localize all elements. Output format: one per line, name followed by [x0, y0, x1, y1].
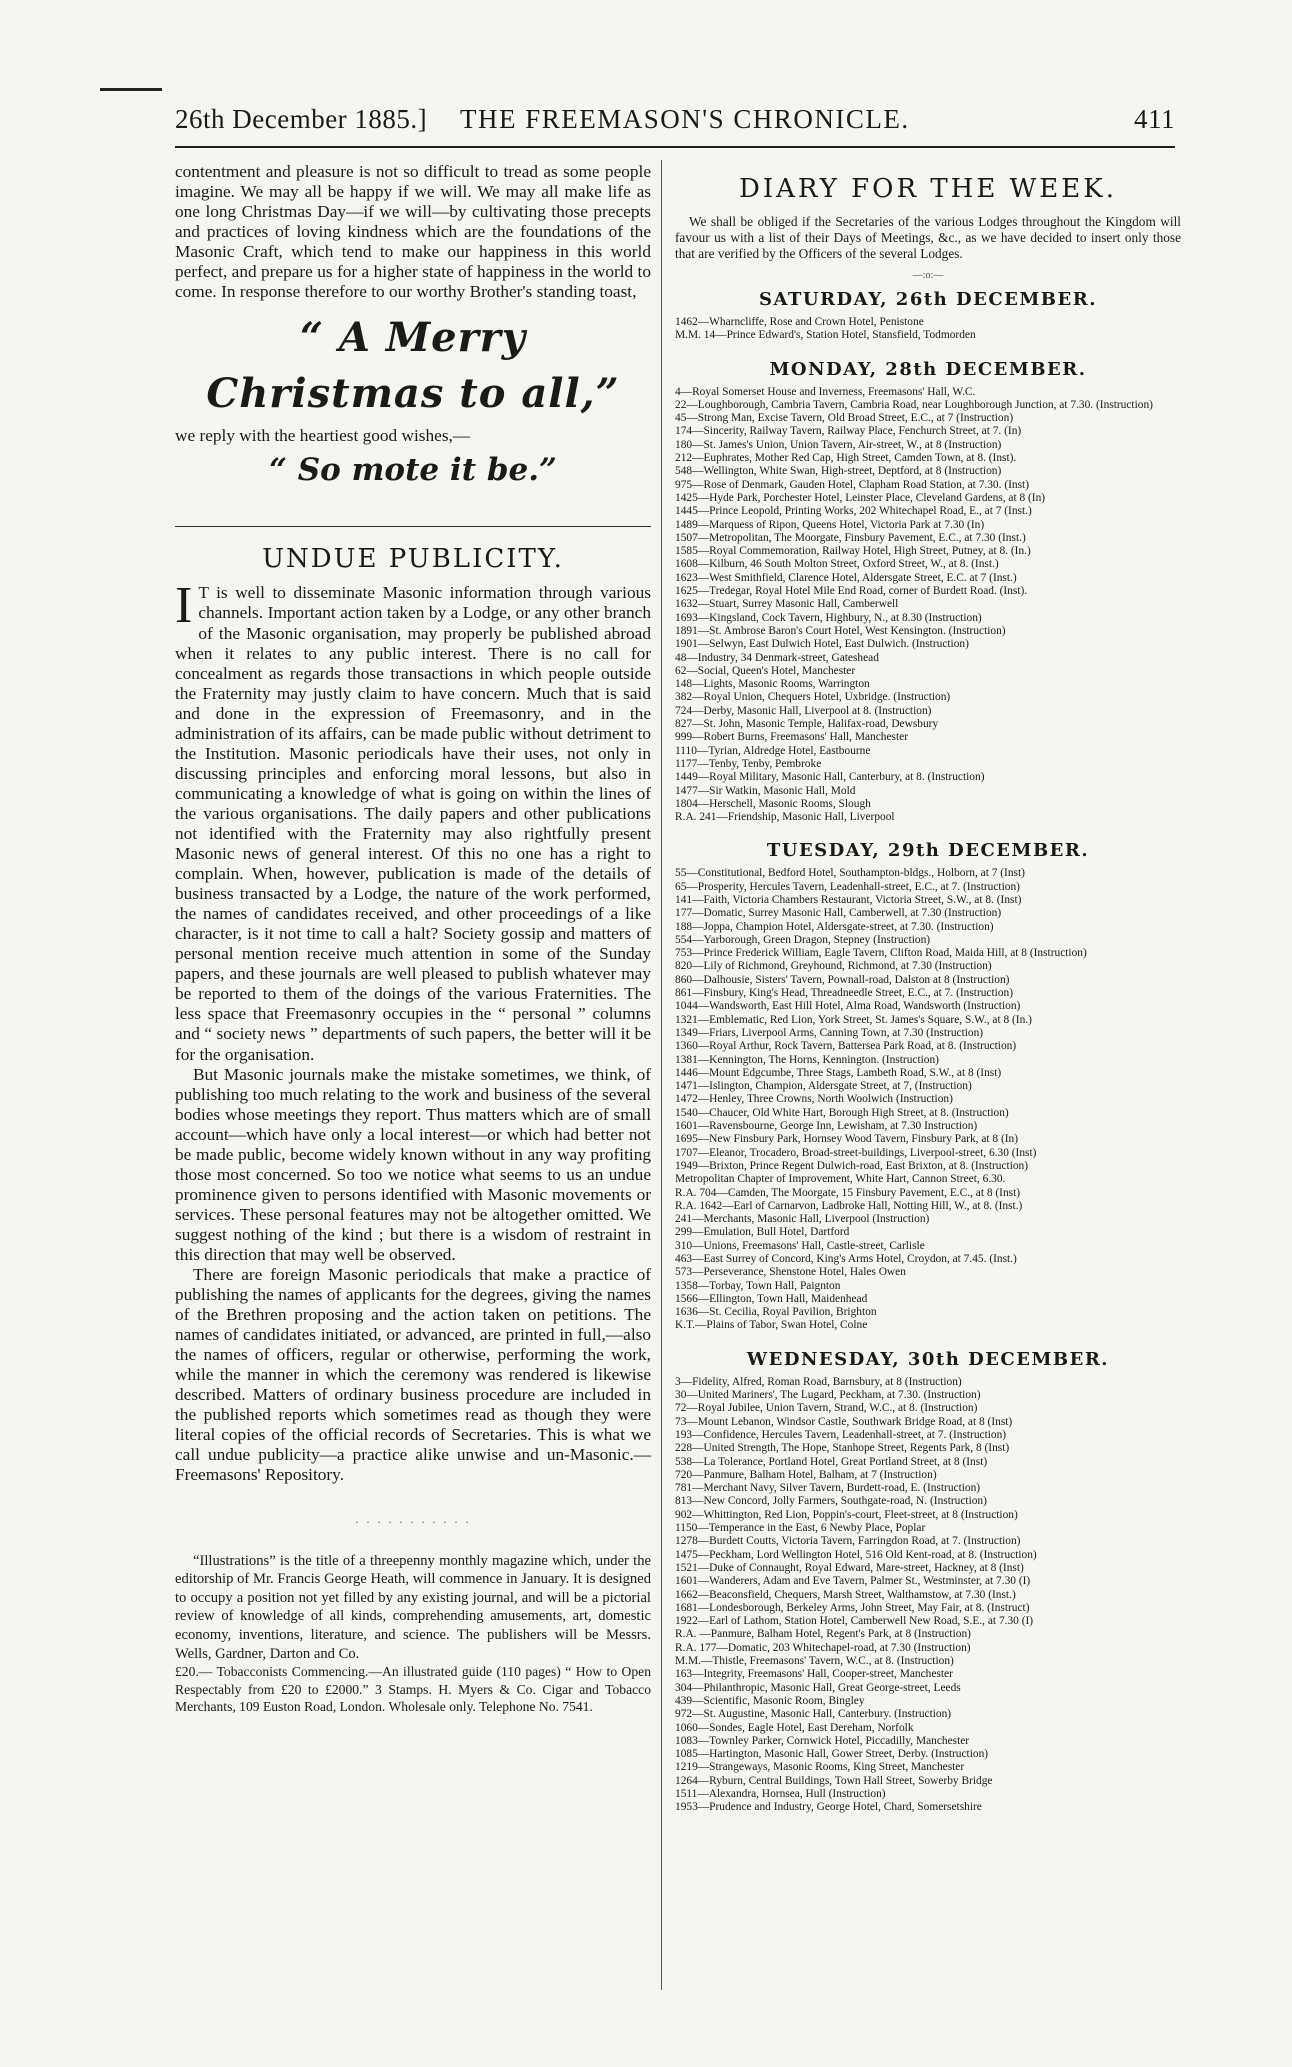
article-title: UNDUE PUBLICITY.	[262, 544, 564, 575]
header-rule	[175, 146, 1175, 148]
lodge-entry: R.A. 704—Camden, The Moorgate, 15 Finsbury Pavement, E.C., at 8 (Inst)	[675, 1186, 1021, 1199]
header-date: 26th December 1885.]	[175, 104, 428, 134]
day-gap	[675, 824, 1181, 832]
lodge-entry: 45—Strong Man, Excise Tavern, Old Broad Street, E.C., at 7 (Instruction)	[675, 412, 1014, 425]
lodge-entry: 304—Philanthropic, Masonic Hall, Great George-street, Leeds	[675, 1681, 961, 1694]
lodge-entry: 1707—Eleanor, Trocadero, Broad-street-buildings, Liverpool-street, 6.30 (Inst)	[675, 1146, 1037, 1159]
tobacconist-advert: £20.— Tobacconists Commencing.—An illustrated guide (110 pages) “ How to Open Respectably from £20 to £2000.” 3 Stamps. H. Myers & Co. Cigar and Tobacco Merchants, 109 Euston Road, London. Wholesale only. Telephone No. 7541.	[175, 1664, 651, 1714]
lodge-entry: 1425—Hyde Park, Porchester Hotel, Leinster Place, Cleveland Gardens, at 8 (In)	[675, 491, 1046, 504]
lodge-entry: 573—Perseverance, Shenstone Hotel, Hales Owen	[675, 1266, 906, 1279]
lodge-entry: 1681—Londesborough, Berkeley Arms, John Street, May Fair, at 8. (Instruct)	[675, 1601, 1030, 1614]
lodge-entry: 1489—Marquess of Ripon, Queens Hotel, Victoria Park at 7.30 (In)	[675, 518, 985, 531]
illustrations-notice: “Illustrations” is the title of a threepenny monthly magazine which, under the editorship of Mr. Francis George Heath, will commence in January. It is designed to occupy a position not yet filled by any existing journal, and will be a pictorial review of knowledge of all kinds, comprehending amusements, art, domestic economy, inventions, literature, and science. The publishers will be Messrs. Wells, Gardner, Darton and Co.	[175, 1552, 651, 1662]
lodge-entry: 1349—Friars, Liverpool Arms, Canning Town, at 7.30 (Instruction)	[675, 1026, 984, 1039]
lodge-entry: 1150—Temperance in the East, 6 Newby Place, Poplar	[675, 1522, 926, 1535]
lodge-entry: 1585—Royal Commemoration, Railway Hotel, High Street, Putney, at 8. (In.)	[675, 545, 1031, 558]
diary-day	[675, 840, 1181, 1340]
lodge-entry: Metropolitan Chapter of Improvement, White Hart, Cannon Street, 6.30.	[675, 1173, 1006, 1186]
lodge-entry: 65—Prosperity, Hercules Tavern, Leadenhall-street, E.C., at 7. (Instruction)	[675, 880, 1020, 893]
day-heading: TUESDAY, 29th DECEMBER.	[766, 840, 1090, 862]
lodge-entry: 1472—Henley, Three Crowns, North Woolwich (Instruction)	[675, 1093, 953, 1106]
lodge-entry: 1360—Royal Arthur, Rock Tavern, Battersea Park Road, at 8. (Instruction)	[675, 1040, 1017, 1053]
diary-title: DIARY FOR THE WEEK.	[739, 174, 1117, 204]
lodge-entry: R.A. 177—Domatic, 203 Whitechapel-road, at 7.30 (Instruction)	[675, 1641, 971, 1654]
lodge-entry: 1083—Townley Parker, Cornwick Hotel, Piccadilly, Manchester	[675, 1734, 970, 1747]
lodge-entry: 382—Royal Union, Chequers Hotel, Uxbridge. (Instruction)	[675, 691, 951, 704]
column-divider	[661, 160, 662, 1990]
lodge-entry: 724—Derby, Masonic Hall, Liverpool at 8. (Instruction)	[675, 704, 932, 717]
lodge-entry: 3—Fidelity, Alfred, Roman Road, Barnsbury, at 8 (Instruction)	[675, 1375, 962, 1388]
lodge-entry: 902—Whittington, Red Lion, Poppin's-court, Fleet-street, at 8 (Instruction)	[675, 1508, 1018, 1521]
lodge-entry: 1449—Royal Military, Masonic Hall, Canterbury, at 8. (Instruction)	[675, 771, 985, 784]
so-mote-it-be: “ So mote it be.”	[269, 452, 557, 489]
lodge-list	[675, 867, 1181, 1332]
lodge-entry: 1511—Alexandra, Hornsea, Hull (Instruction)	[675, 1787, 886, 1800]
right-column	[675, 168, 1181, 1823]
diary-day	[675, 289, 1181, 351]
lodge-entry: 1321—Emblematic, Red Lion, York Street, St. James's Square, S.W., at 8 (In.)	[675, 1013, 1032, 1026]
lodge-list	[675, 386, 1181, 825]
lodge-entry: 1471—Islington, Champion, Aldersgate Street, at 7, (Instruction)	[675, 1080, 972, 1093]
lodge-entry: 177—Domatic, Surrey Masonic Hall, Camberwell, at 7.30 (Instruction)	[675, 907, 1002, 920]
lodge-entry: 1177—Tenby, Tenby, Pembroke	[675, 757, 822, 770]
lodge-entry: 1278—Burdett Coutts, Victoria Tavern, Farringdon Road, at 7. (Instruction)	[675, 1535, 1021, 1548]
lodge-entry: 1601—Wanderers, Adam and Eve Tavern, Palmer St., Westminster, at 7.30 (I)	[675, 1575, 1031, 1588]
lodge-entry: 1110—Tyrian, Aldredge Hotel, Eastbourne	[675, 744, 871, 757]
diary-intro: We shall be obliged if the Secretaries of the various Lodges throughout the Kingdom will favour us with a list of their Days of Meetings, &c., as we have decided to insert only those that are verified by the Officers of the several Lodges.	[675, 214, 1181, 261]
lodge-entry: 1085—Hartington, Masonic Hall, Gower Street, Derby. (Instruction)	[675, 1748, 989, 1761]
diary-days	[675, 289, 1181, 1823]
lodge-entry: 1662—Beaconsfield, Chequers, Marsh Street, Walthamstow, at 7.30 (Inst.)	[675, 1588, 1016, 1601]
lodge-entry: 55—Constitutional, Bedford Hotel, Southampton-bldgs., Holborn, at 7 (Inst)	[675, 867, 1025, 880]
lodge-entry: 1507—Metropolitan, The Moorgate, Finsbury Pavement, E.C., at 7.30 (Inst.)	[675, 531, 1026, 544]
lodge-entry: 1804—Herschell, Masonic Rooms, Slough	[675, 797, 871, 810]
lodge-entry: R.A. 241—Friendship, Masonic Hall, Liverpool	[675, 811, 895, 824]
lodge-entry: 972—St. Augustine, Masonic Hall, Canterbury. (Instruction)	[675, 1708, 952, 1721]
lodge-entry: 1381—Kennington, The Horns, Kennington. (Instruction)	[675, 1053, 939, 1066]
lodge-entry: 1358—Torbay, Town Hall, Paignton	[675, 1279, 841, 1292]
lodge-entry: 975—Rose of Denmark, Gauden Hotel, Clapham Road Station, at 7.30. (Inst)	[675, 478, 1029, 491]
lodge-entry: K.T.—Plains of Tabor, Swan Hotel, Colne	[675, 1319, 868, 1332]
reply-line: we reply with the heartiest good wishes,—	[175, 426, 471, 446]
lodge-entry: 1949—Brixton, Prince Regent Dulwich-road, East Brixton, at 8. (Instruction)	[675, 1159, 1029, 1172]
lodge-entry: 1625—Tredegar, Royal Hotel Mile End Road, corner of Burdett Road. (Inst).	[675, 585, 1028, 598]
lodge-entry: 1608—Kilburn, 46 South Molton Street, Oxford Street, W., at 8. (Inst.)	[675, 558, 999, 571]
article-paragraph-1-text: T is well to disseminate Masonic information through various channels. Important action taken by a Lodge, or any other branch of the Masonic organisation, may properly be published abroad when it relates to any public interest. There is no call for concealment as regards those transactions in which people outside the Fraternity may justly claim to have concern. Much that is said and done in the expression of Freemasonry, and in the administration of its affairs, can be made public without detriment to the Institution. Masonic periodicals have their uses, not only in discussing principles and enforcing moral lessons, but also in communicating a knowledge of what is going on within the lines of the various organisations. The daily papers and other publications not identified with the Fraternity may also rightfully present Masonic news of general interest. Of this no one has a right to complain. When, however, publication is made of the details of business transacted by a Lodge, the nature of the work performed, the names of candidates received, and other proceedings of a like character, is it not time to call a halt? Society gossip and matters of personal mention receive much attention in some of the Sunday papers, and these journals are well pleased to publish whatever may be reported to them of the doings of the various Fraternities. The less space that Freemasonry occupies in the “ personal ” columns and “ society news ” departments of such papers, the better will it be for the organisation.	[175, 583, 651, 1064]
lodge-entry: 861—Finsbury, King's Head, Threadneedle Street, E.C., at 7. (Instruction)	[675, 987, 1014, 1000]
lodge-entry: 241—Merchants, Masonic Hall, Liverpool (Instruction)	[675, 1213, 930, 1226]
lodge-entry: 1446—Mount Edgcumbe, Three Stags, Lambeth Road, S.W., at 8 (Inst)	[675, 1066, 1002, 1079]
lodge-entry: 72—Royal Jubilee, Union Tavern, Strand, W.C., at 8. (Instruction)	[675, 1402, 978, 1415]
lodge-entry: 554—Yarborough, Green Dragon, Stepney (Instruction)	[675, 933, 931, 946]
lodge-entry: 538—La Tolerance, Portland Hotel, Great Portland Street, at 8 (Inst)	[675, 1455, 988, 1468]
lodge-entry: 753—Prince Frederick William, Eagle Tavern, Clifton Road, Maida Hill, at 8 (Instruction)	[675, 947, 1087, 960]
lodge-entry: 781—Merchant Navy, Silver Tavern, Burdett-road, E. (Instruction)	[675, 1482, 981, 1495]
lodge-entry: 1601—Ravensbourne, George Inn, Lewisham, at 7.30 Instruction)	[675, 1120, 978, 1133]
lodge-entry: 212—Euphrates, Mother Red Cap, High Street, Camden Town, at 8. (Inst).	[675, 452, 1017, 465]
day-heading: SATURDAY, 26th DECEMBER.	[759, 289, 1097, 310]
lodge-entry: 62—Social, Queen's Hotel, Manchester	[675, 664, 856, 677]
merry-christmas-heading: “ A Merry Christmas to all,”	[206, 314, 620, 418]
drop-cap: I	[175, 577, 193, 635]
article-paragraph-2: But Masonic journals make the mistake sometimes, we think, of publishing too much relating to the work and business of the several bodies whose meetings they report. Thus matters which are of small account—which have only a local interest—or which had better not be made public, become widely known without in any way profiting those most concerned. So too we notice what seems to us an undue prominence given to persons identified with Masonic movements or services. These personal features may not be altogether omitted. We suggest nothing of the kind ; but there is a wisdom of restraint in this direction that may well be observed.	[175, 1064, 651, 1264]
page-number: 411	[1134, 104, 1175, 134]
lodge-entry: 439—Scientific, Masonic Room, Bingley	[675, 1694, 865, 1707]
lodge-entry: 1475—Peckham, Lord Wellington Hotel, 516 Old Kent-road, at 8. (Instruction)	[675, 1548, 1037, 1561]
lodge-entry: 827—St. John, Masonic Temple, Halifax-road, Dewsbury	[675, 718, 939, 731]
article-paragraph-3: There are foreign Masonic periodicals that make a practice of publishing the names of applicants for the degrees, giving the names of the Brethren proposing and the action taken on petitions. The names of candidates initiated, or advanced, are printed in full,—also the names of officers, regular or otherwise, performing the work, while the manner in which the ceremony was rendered is likewise described. Matters of ordinary business procedure are included in the published reports which sometimes read as though they were literal copies of the official records of Secretaries. This is what we call undue publicity—a practice alike unwise and un-Masonic.—Freemasons' Repository.	[175, 1265, 651, 1485]
lodge-entry: 48—Industry, 34 Denmark-street, Gateshead	[675, 651, 879, 664]
day-gap	[675, 343, 1181, 351]
dotted-separator: · · · · · · · · · · ·	[355, 1514, 471, 1529]
corner-rule	[100, 88, 162, 91]
lodge-entry: 1445—Prince Leopold, Printing Works, 202 Whitechapel Road, E., at 7 (Inst.)	[675, 505, 1032, 518]
lodge-entry: M.M.—Thistle, Freemasons' Tavern, W.C., at 8. (Instruction)	[675, 1655, 954, 1668]
lodge-entry: 820—Lily of Richmond, Greyhound, Richmond, at 7.30 (Instruction)	[675, 960, 992, 973]
article-paragraph-1	[175, 577, 651, 1064]
diary-day	[675, 359, 1181, 833]
lodge-entry: 1891—St. Ambrose Baron's Court Hotel, West Kensington. (Instruction)	[675, 624, 1006, 637]
page-header	[175, 104, 1175, 144]
lodge-entry: 1632—Stuart, Surrey Masonic Hall, Camberwell	[675, 598, 899, 611]
lodge-entry: 1477—Sir Watkin, Masonic Hall, Mold	[675, 784, 856, 797]
lodge-list	[675, 316, 1181, 343]
day-gap	[675, 1815, 1181, 1823]
lodge-entry: 1953—Prudence and Industry, George Hotel, Chard, Somersetshire	[675, 1801, 982, 1814]
lodge-entry: 1695—New Finsbury Park, Hornsey Wood Tavern, Finsbury Park, at 8 (In)	[675, 1133, 1019, 1146]
lodge-entry: 1264—Ryburn, Central Buildings, Town Hall Street, Sowerby Bridge	[675, 1774, 993, 1787]
lodge-entry: 1521—Duke of Connaught, Royal Edward, Mare-street, Hackney, at 8 (Inst)	[675, 1561, 1024, 1574]
lodge-entry: 999—Robert Burns, Freemasons' Hall, Manchester	[675, 731, 908, 744]
lodge-entry: 1060—Sondes, Eagle Hotel, East Dereham, Norfolk	[675, 1721, 914, 1734]
diary-separator: —:o:—	[912, 270, 944, 281]
lodge-entry: 1636—St. Cecilia, Royal Pavilion, Brighton	[675, 1306, 877, 1319]
lodge-entry: 720—Panmure, Balham Hotel, Balham, at 7 (Instruction)	[675, 1468, 937, 1481]
day-heading: MONDAY, 28th DECEMBER.	[769, 358, 1087, 380]
lodge-entry: 188—Joppa, Champion Hotel, Aldersgate-street, at 7.30. (Instruction)	[675, 920, 994, 933]
lodge-entry: 1566—Ellington, Town Hall, Maidenhead	[675, 1292, 868, 1305]
opening-paragraph: contentment and pleasure is not so difficult to tread as some people imagine. We may all be happy if we will. We may all make life as one long Christmas Day—if we will—by cultivating those precepts and practices of loving kindness which are the foundations of the Masonic Craft, which tend to make our happiness in this world perfect, and prepare us for a higher state of happiness in the world to come. In response therefore to our worthy Brother's standing toast,	[175, 162, 651, 302]
day-gap	[675, 1333, 1181, 1341]
lodge-entry: R.A. 1642—Earl of Carnarvon, Ladbroke Hall, Notting Hill, W., at 8. (Inst.)	[675, 1199, 1023, 1212]
lodge-list	[675, 1376, 1181, 1815]
lodge-entry: 174—Sincerity, Railway Tavern, Railway Place, Fenchurch Street, at 7. (In)	[675, 425, 1022, 438]
lodge-entry: 310—Unions, Freemasons' Hall, Castle-street, Carlisle	[675, 1239, 925, 1252]
lodge-entry: 141—Faith, Victoria Chambers Restaurant, Victoria Street, S.W., at 8. (Inst)	[675, 893, 1022, 906]
lodge-entry: 860—Dalhousie, Sisters' Tavern, Pownall-road, Dalston at 8 (Instruction)	[675, 973, 1010, 986]
lodge-entry: 30—United Mariners', The Lugard, Peckham, at 7.30. (Instruction)	[675, 1389, 981, 1402]
lodge-entry: 1540—Chaucer, Old White Hart, Borough High Street, at 8. (Instruction)	[675, 1106, 1009, 1119]
lodge-entry: 148—Lights, Masonic Rooms, Warrington	[675, 678, 870, 691]
lodge-entry: 1922—Earl of Lathom, Station Hotel, Camberwell New Road, S.E., at 7.30 (I)	[675, 1615, 1034, 1628]
lodge-entry: 1044—Wandsworth, East Hill Hotel, Alma Road, Wandsworth (Instruction)	[675, 1000, 1021, 1013]
lodge-entry: 163—Integrity, Freemasons' Hall, Cooper-street, Manchester	[675, 1668, 953, 1681]
lodge-entry: 299—Emulation, Bull Hotel, Dartford	[675, 1226, 850, 1239]
diary-day	[675, 1349, 1181, 1823]
lodge-entry: 548—Wellington, White Swan, High-street, Deptford, at 8 (Instruction)	[675, 465, 1002, 478]
lodge-entry: 813—New Concord, Jolly Farmers, Southgate-road, N. (Instruction)	[675, 1495, 987, 1508]
lodge-entry: 1901—Selwyn, East Dulwich Hotel, East Dulwich. (Instruction)	[675, 638, 969, 651]
section-separator	[175, 526, 651, 527]
day-heading: WEDNESDAY, 30th DECEMBER.	[746, 1348, 1110, 1370]
lodge-entry: 463—East Surrey of Concord, King's Arms Hotel, Croydon, at 7.45. (Inst.)	[675, 1253, 1017, 1265]
lodge-entry: R.A. —Panmure, Balham Hotel, Regent's Park, at 8 (Instruction)	[675, 1628, 971, 1641]
lodge-entry: 1693—Kingsland, Cock Tavern, Highbury, N., at 8.30 (Instruction)	[675, 611, 982, 624]
lodge-entry: M.M. 14—Prince Edward's, Station Hotel, Stansfield, Todmorden	[675, 329, 976, 342]
lodge-entry: 180—St. James's Union, Union Tavern, Air-street, W., at 8 (Instruction)	[675, 438, 1002, 451]
lodge-entry: 193—Confidence, Hercules Tavern, Leadenhall-street, at 7. (Instruction)	[675, 1428, 1007, 1441]
lodge-entry: 1462—Wharncliffe, Rose and Crown Hotel, Penistone	[675, 316, 924, 328]
lodge-entry: 22—Loughborough, Cambria Tavern, Cambria Road, near Loughborough Junction, at 7.30. (Instruction)	[675, 398, 1153, 411]
left-column	[175, 162, 651, 1715]
lodge-entry: 73—Mount Lebanon, Windsor Castle, Southwark Bridge Road, at 8 (Inst)	[675, 1415, 1013, 1428]
lodge-entry: 228—United Strength, The Hope, Stanhope Street, Regents Park, 8 (Inst)	[675, 1442, 1010, 1455]
lodge-entry: 1623—West Smithfield, Clarence Hotel, Aldersgate Street, E.C. at 7 (Inst.)	[675, 571, 1017, 584]
lodge-entry: 1219—Strangeways, Masonic Rooms, King Street, Manchester	[675, 1761, 965, 1774]
lodge-entry: 4—Royal Somerset House and Inverness, Freemasons' Hall, W.C.	[675, 385, 976, 398]
header-title: THE FREEMASON'S CHRONICLE.	[460, 104, 910, 134]
